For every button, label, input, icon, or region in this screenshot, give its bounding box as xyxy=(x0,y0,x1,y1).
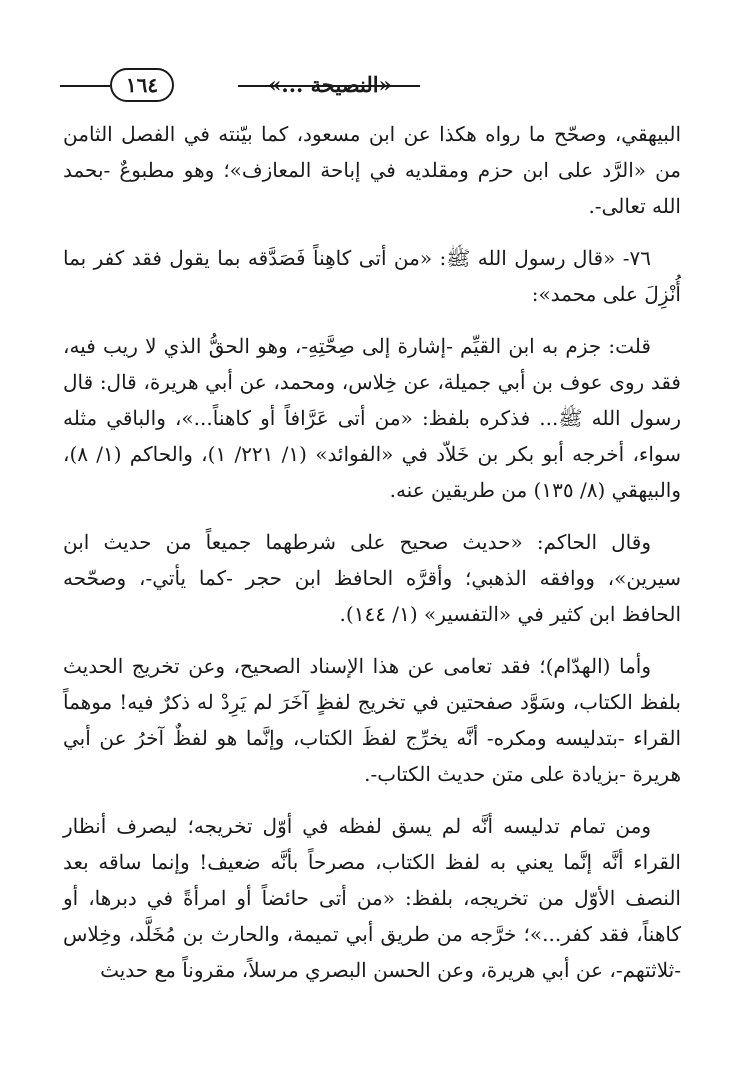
page-header xyxy=(60,66,684,106)
page-body xyxy=(63,116,681,1004)
paragraph-commentary: قلت: جزم به ابن القيِّم -إشارة إلى صِحَّتِهِ-، وهو الحقُّ الذي لا ريب فيه، فقد روى عوف بن أبي جميلة، عن خِلاس، ومحمد، عن أبي هريرة، قال: قال رسول الله ﷺ... فذكره بلفظ: «من أتى عَرَّافاً أو كاهناً...»، والباقي مثله سواء، أخرجه أبو بكر بن خَلاّد في «الفوائد» (١/ ٢٢١/ ١)، والحاكم (١/ ٨)، والبيهقي (٨/ ١٣٥) من طريقين عنه. xyxy=(63,334,681,502)
header-rule-left xyxy=(60,85,110,87)
paragraph-hakim: وقال الحاكم: «حديث صحيح على شرطهما جميعاً من حديث ابن سيرين»، ووافقه الذهبي؛ وأقرَّه الحافظ ابن حجر -كما يأتي-، وصحّحه الحافظ ابن كثير في «التفسير» (١/ ١٤٤). xyxy=(63,530,681,626)
page-number: ١٦٤ xyxy=(110,68,174,102)
paragraph-tadlis: ومن تمام تدليسه أنَّه لم يسق لفظه في أوّل تخريجه؛ ليصرف أنظار القراء أنَّه إنَّما يعني به لفظ الكتاب، مصرحاً بأنَّه ضعيف! وإنما ساقه بعد النصف الأوّل من تخريجه، بلفظ: «من أتى حائضاً أو امرأةً في دبرها، أو كاهناً، فقد كفر...»؛ خرَّجه من طريق أبي تميمة، والحارث بن مُخَلَّد، وخِلاس -ثلاثتهم-، عن أبي هريرة، وعن الحسن البصري مرسلاً، مقروناً مع حديث xyxy=(63,814,681,982)
paragraph-haddam: وأما (الهدّام)؛ فقد تعامى عن هذا الإسناد الصحيح، وعن تخريج الحديث بلفظ الكتاب، وسَوَّد صفحتين في تخريج لفظٍ آخَرَ لم يَرِدْ له ذكرٌ فيه! موهماً القراء -بتدليسه ومكره- أنَّه يخرِّج لفظَ الكتاب، وإنَّما هو لفظٌ آخرُ عن أبي هريرة -بزيادة على متن حديث الكتاب-. xyxy=(63,654,681,786)
paragraph-hadith-76: ٧٦- «قال رسول الله ﷺ: «من أتى كاهِناً فَصَدَّقه بما يقول فقد كفر بما أُنْزِلَ على محمد»: xyxy=(63,246,681,306)
paragraph-continuation: البيهقي، وصحّح ما رواه هكذا عن ابن مسعود، كما بيّنته في الفصل الثامن من «الرَّد على ابن حزم ومقلديه في إباحة المعازف»؛ وهو مطبوعٌ -بحمد الله تعالى-. xyxy=(63,122,682,218)
running-title: «النصيحة ...» xyxy=(268,72,392,97)
